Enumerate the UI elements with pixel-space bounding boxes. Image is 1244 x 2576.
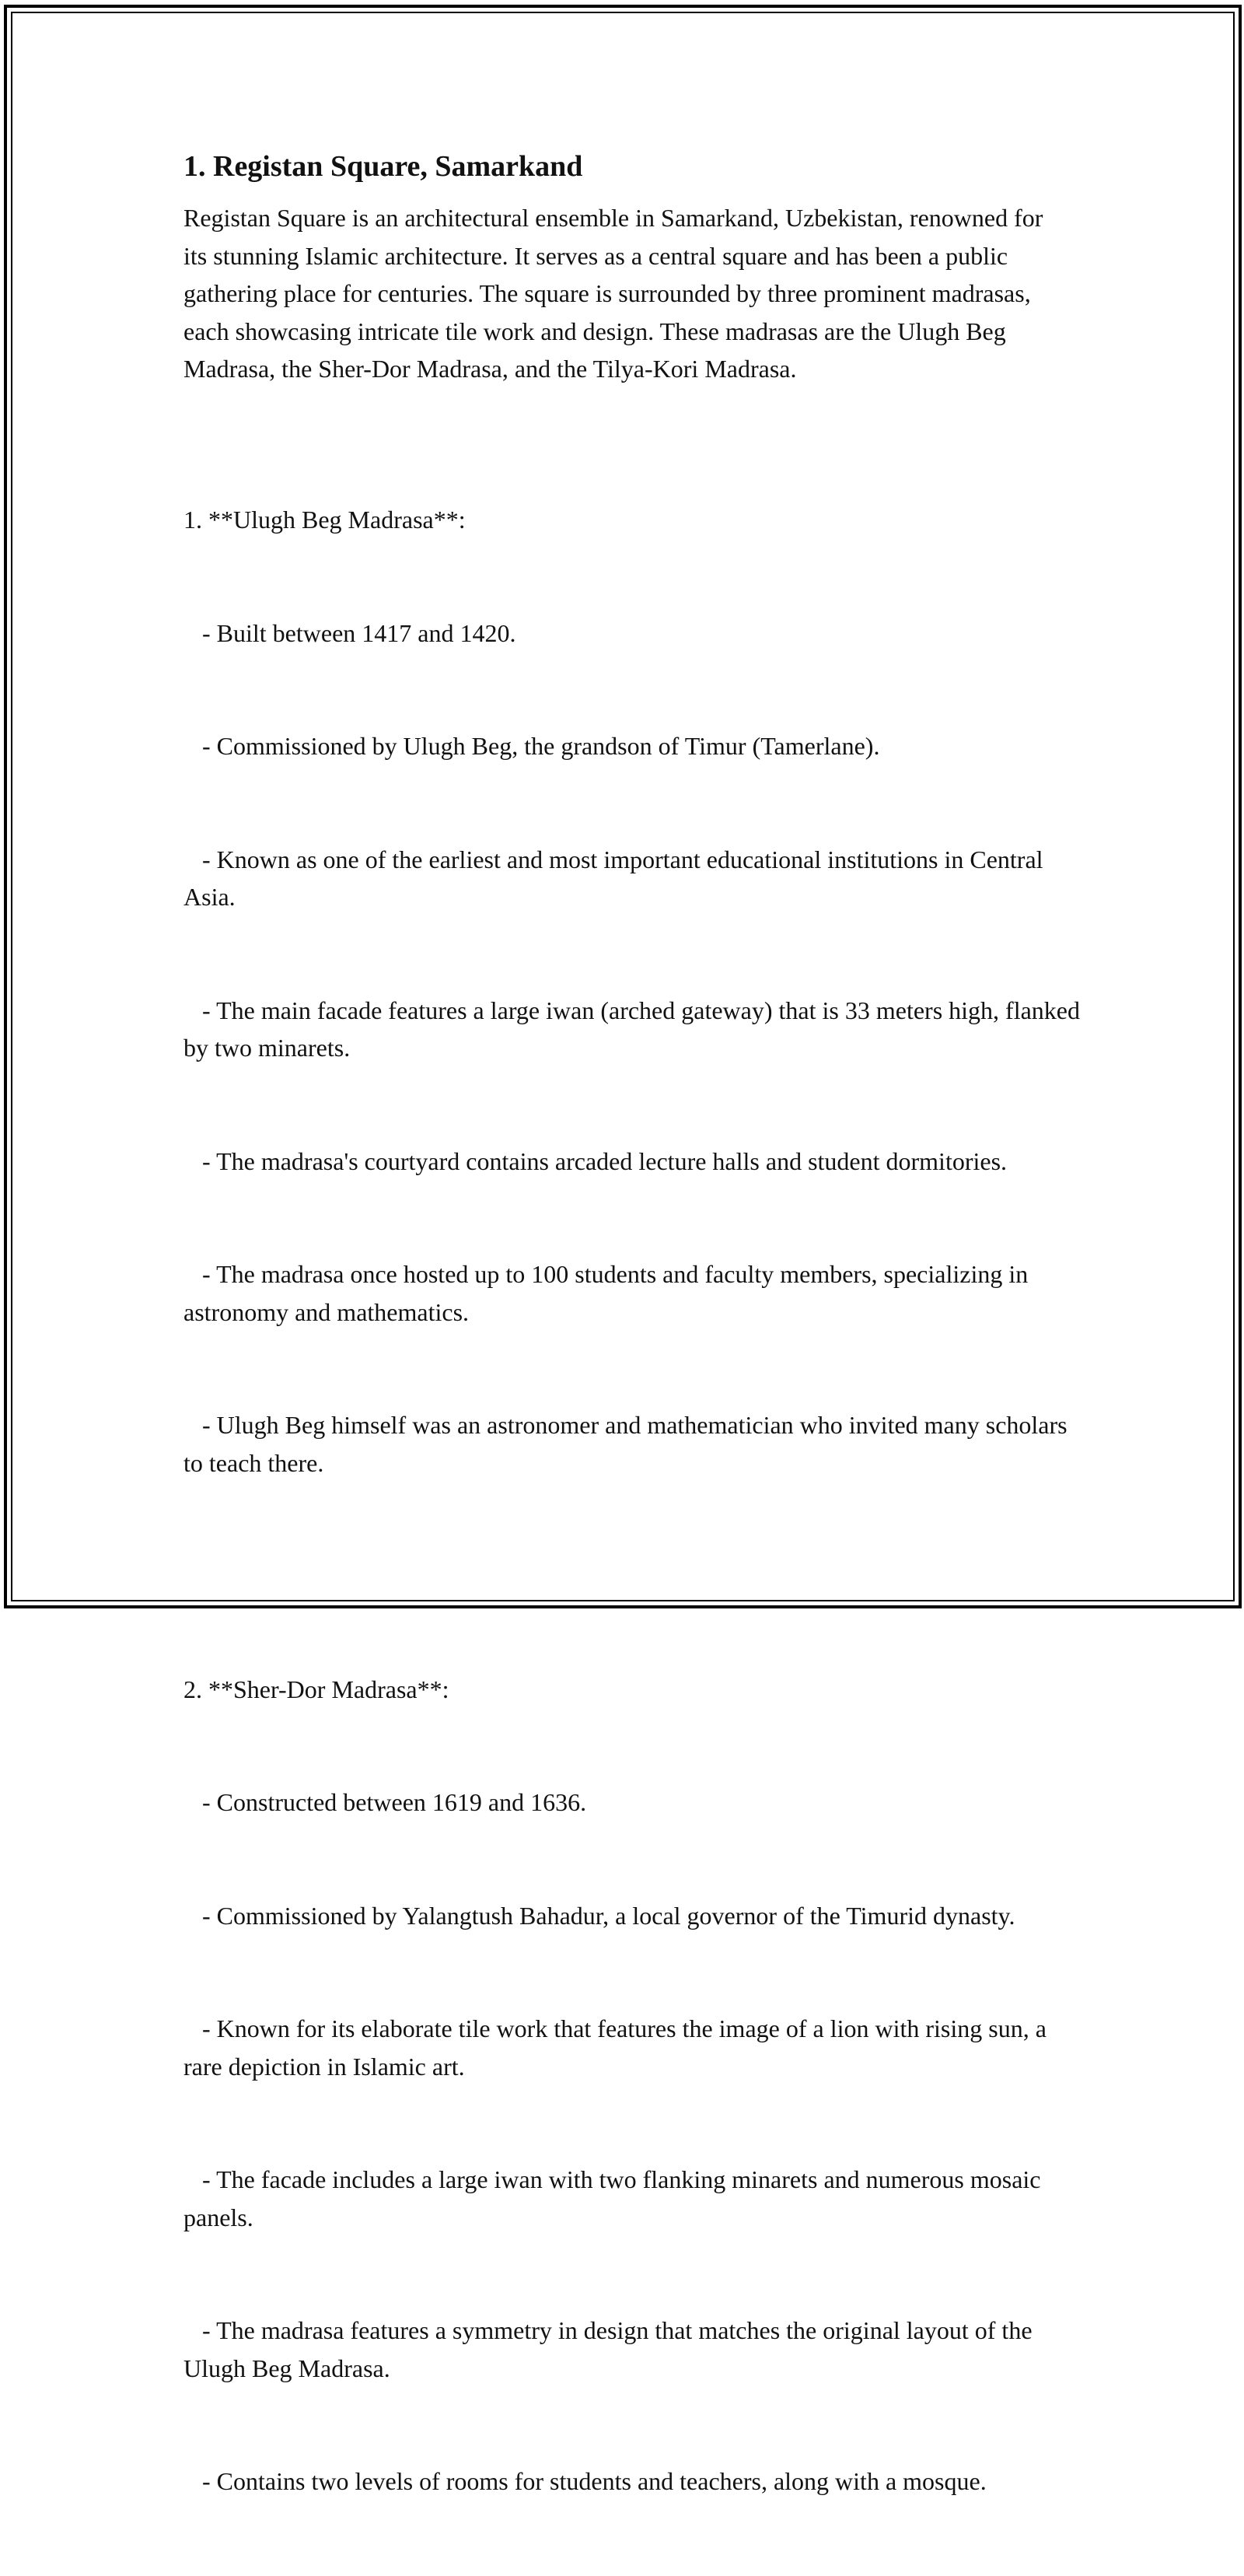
- list-item: - Ulugh Beg himself was an astronomer and mathematician who invited many scholars to teach there.: [183, 1411, 1074, 1477]
- list-item: - Constructed between 1619 and 1636.: [183, 1788, 587, 1816]
- section-heading: 1. **Ulugh Beg Madrasa**:: [183, 506, 466, 534]
- intro-paragraph: Registan Square is an architectural ensemble in Samarkand, Uzbekistan, renowned for its stunning Islamic architecture. It serves as a central square and has been a public gathering place for centuries. The square is surrounded by three prominent madrasas, each showcasing intricate tile work and design. These madrasas are the Ulugh Beg Madrasa, the Sher-Dor Madrasa, and the Tilya-Kori Madrasa.: [183, 204, 1043, 383]
- list-item: - Known for its elaborate tile work that features the image of a lion with rising sun, a rare depiction in Islamic art.: [183, 2014, 1053, 2081]
- list-item: - Commissioned by Yalangtush Bahadur, a local governor of the Timurid dynasty.: [183, 1901, 1015, 1930]
- list-item: - Contains two levels of rooms for students and teachers, along with a mosque.: [183, 2467, 987, 2495]
- document-title: 1. Registan Square, Samarkand: [183, 150, 583, 183]
- section-heading: 2. **Sher-Dor Madrasa**:: [183, 1675, 449, 1703]
- list-item: - Known as one of the earliest and most important educational institutions in Central Asia.: [183, 845, 1048, 911]
- list-item: - Built between 1417 and 1420.: [183, 618, 516, 647]
- list-item: - The madrasa once hosted up to 100 students and faculty members, specializing in astronomy and mathematics.: [183, 1260, 1035, 1326]
- document-body: [183, 142, 1085, 2576]
- list-item: - Commissioned by Ulugh Beg, the grandson of Timur (Tamerlane).: [183, 732, 880, 760]
- section-ulugh-beg: [183, 425, 1085, 1557]
- list-item: - The madrasa's courtyard contains arcaded lecture halls and student dormitories.: [183, 1146, 1008, 1175]
- list-item: - The facade includes a large iwan with two flanking minarets and numerous mosaic panels.: [183, 2165, 1047, 2231]
- list-item: - The madrasa features a symmetry in design that matches the original layout of the Ulugh Beg Madrasa.: [183, 2316, 1039, 2382]
- section-sher-dor: [183, 1595, 1085, 2576]
- list-item: - The main facade features a large iwan (arched gateway) that is 33 meters high, flanked by two minarets.: [183, 996, 1086, 1062]
